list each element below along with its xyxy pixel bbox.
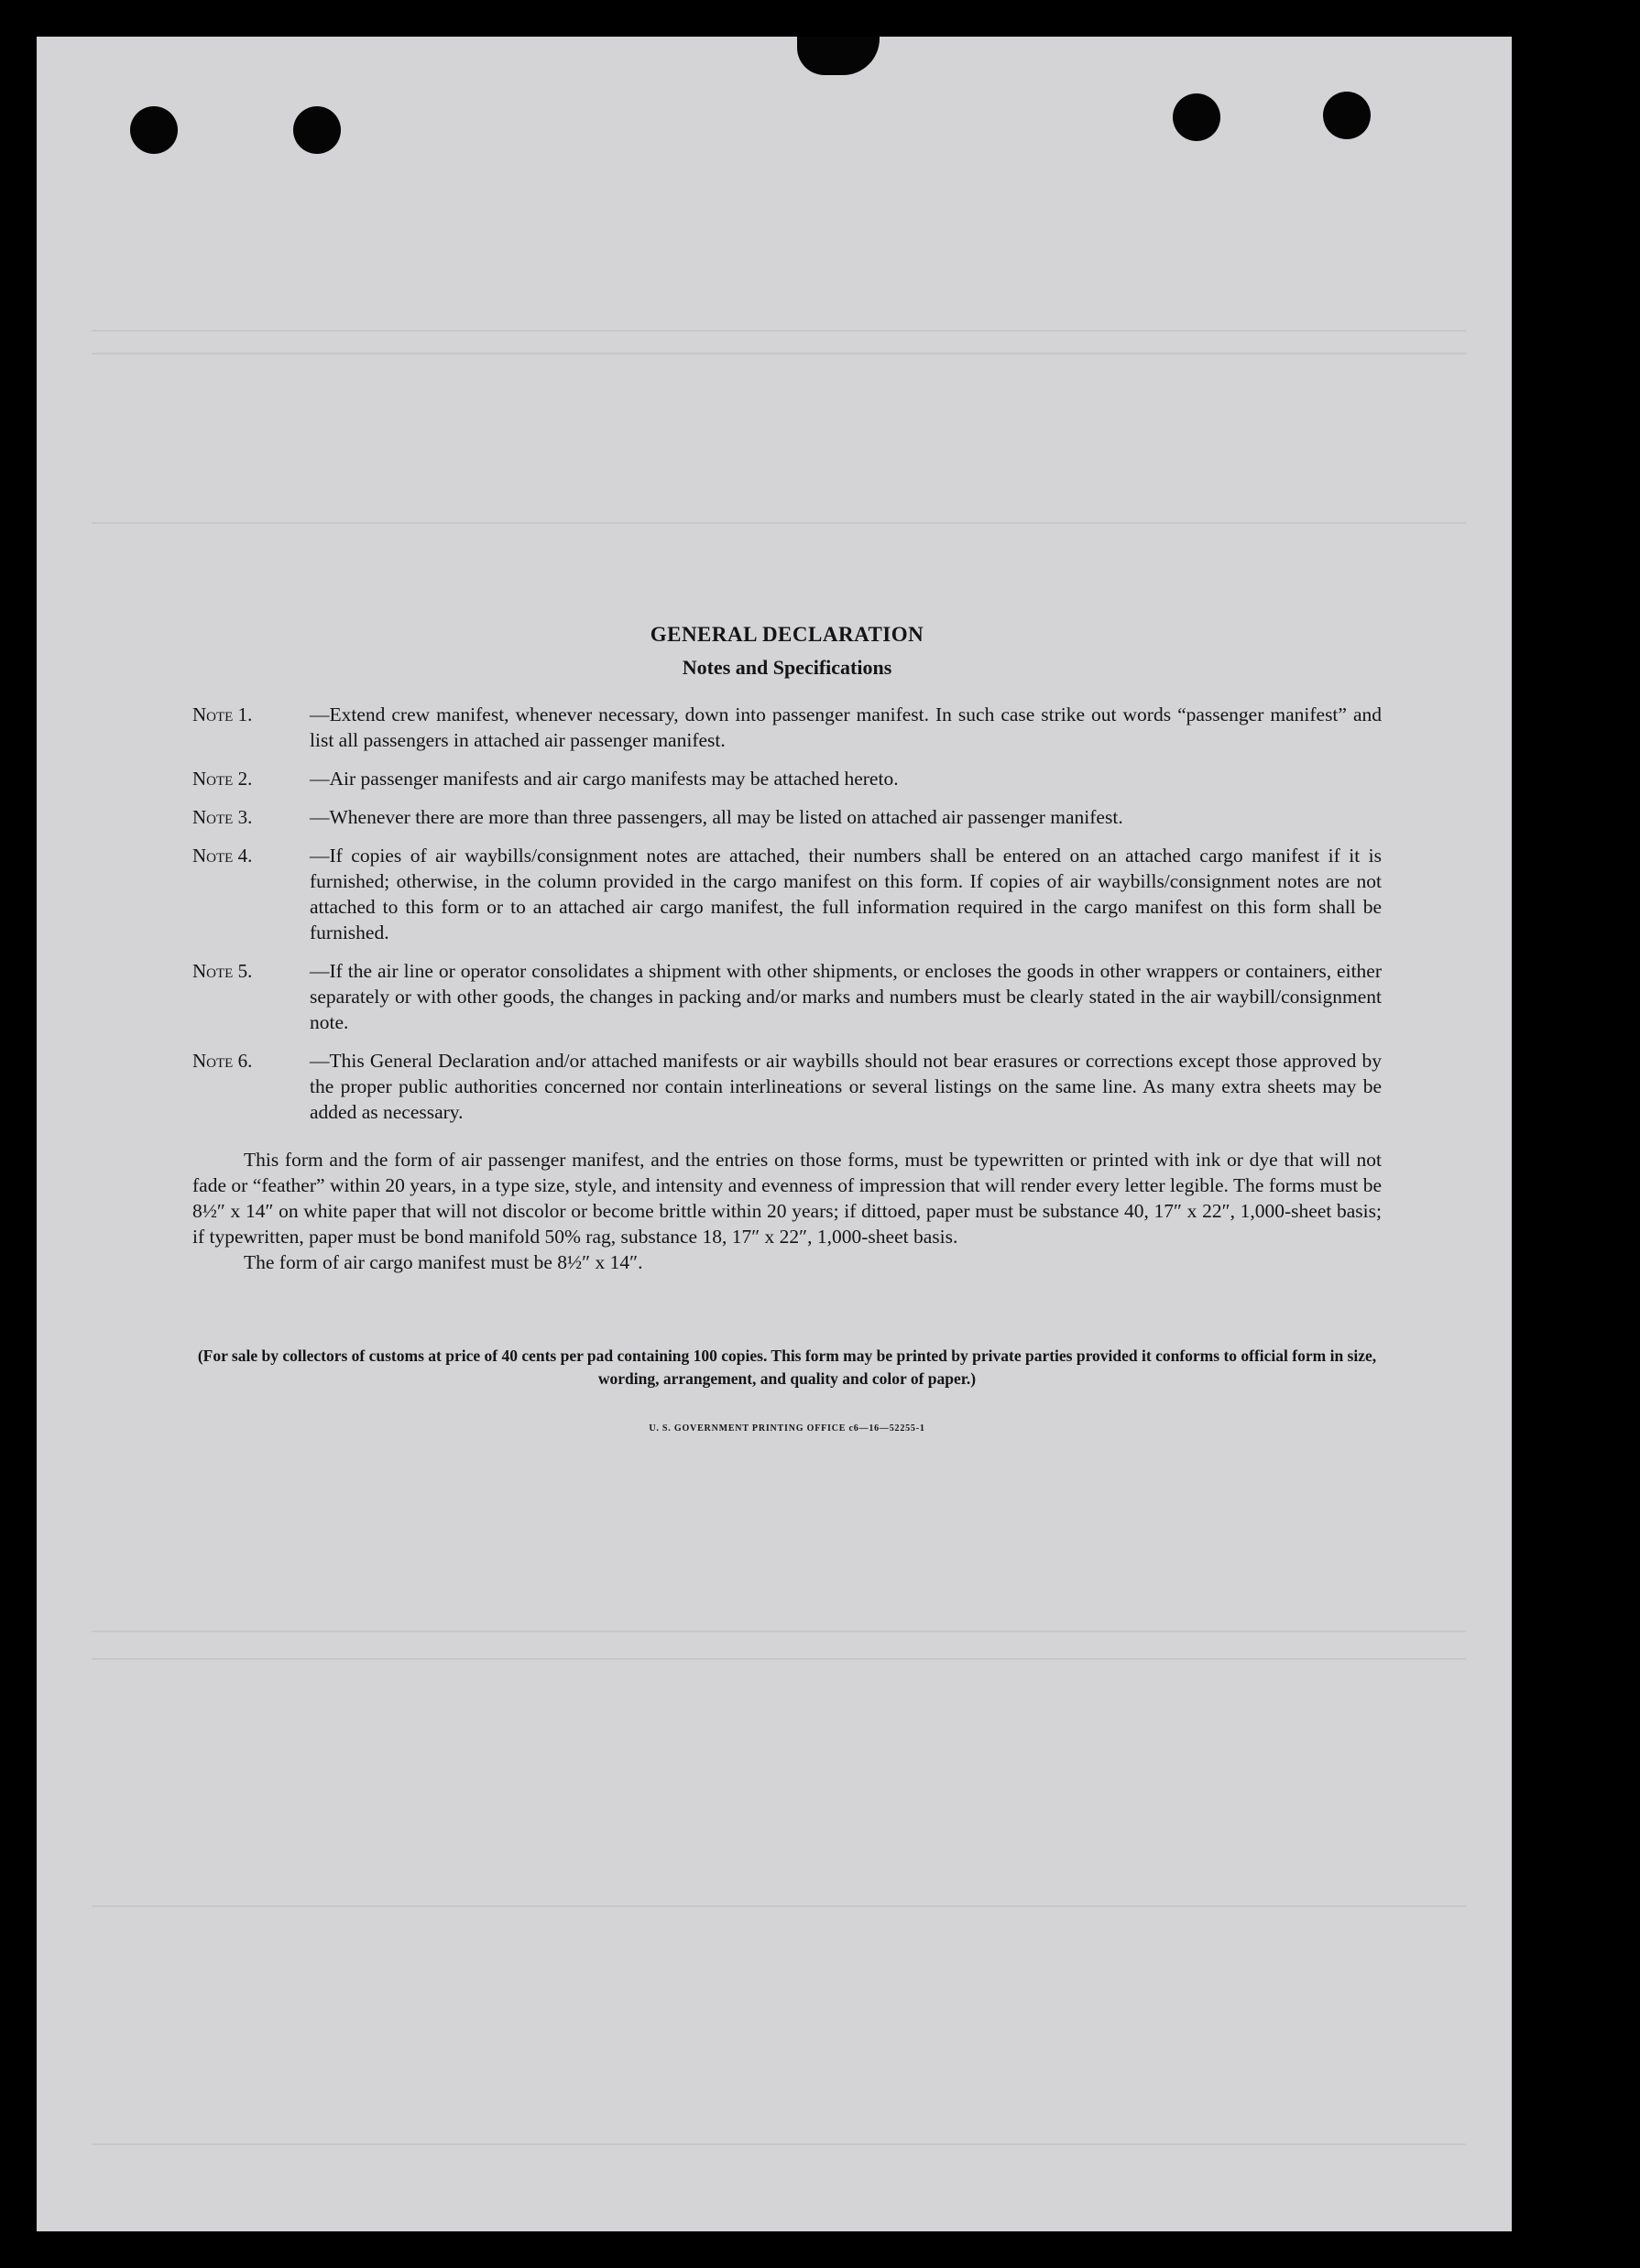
note-5 — [192, 958, 1382, 1035]
note-label: Note 4. — [192, 845, 253, 867]
note-4 — [192, 843, 1382, 945]
note-1 — [192, 702, 1382, 753]
sale-note: (For sale by collectors of customs at price of 40 cents per pad containing 100 copies. This form may be printed by private parties provided it conforms to official form in size, wording, arrangement, and quality and color of paper.) — [197, 1347, 1377, 1388]
page-title: GENERAL DECLARATION — [650, 623, 924, 646]
ghost-rule — [92, 522, 1466, 524]
ghost-rule — [92, 2143, 1466, 2145]
note-label: Note 2. — [192, 768, 253, 790]
note-text: —Extend crew manifest, whenever necessary, down into passenger manifest. In such case strike out words “passenger manifest” and list all passengers in attached air passenger manifest. — [310, 703, 1382, 751]
ghost-rule — [92, 1658, 1466, 1660]
torn-notch — [797, 37, 880, 75]
note-label: Note 3. — [192, 806, 253, 828]
note-text: —This General Declaration and/or attached manifests or air waybills should not bear erasures or corrections except those approved by the proper public authorities concerned nor contain interlineations or several listings on the same line. As many extra sheets may be added as necessary. — [310, 1050, 1382, 1123]
punch-hole — [293, 106, 341, 154]
note-3 — [192, 804, 1382, 830]
printer-imprint: U. S. GOVERNMENT PRINTING OFFICE c6—16—52255-1 — [649, 1423, 925, 1434]
document-page — [37, 37, 1512, 2231]
ghost-rule — [92, 353, 1466, 354]
page-subtitle: Notes and Specifications — [682, 656, 892, 679]
declaration-notes — [192, 623, 1382, 1434]
ghost-rule — [92, 1630, 1466, 1632]
note-text: —Air passenger manifests and air cargo manifests may be attached hereto. — [310, 768, 899, 790]
note-text: —If copies of air waybills/consignment notes are attached, their numbers shall be entered on an attached cargo manifest if it is furnished; otherwise, in the column provided in the cargo manifest on this form. If copies of air waybills/consignment notes are not attached to this form or to an attached air cargo manifest, the full information required in the cargo manifest on this form shall be furnished. — [310, 845, 1382, 943]
note-text: —Whenever there are more than three passengers, all may be listed on attached air passenger manifest. — [310, 806, 1123, 828]
cargo-manifest-size: The form of air cargo manifest must be 8½″ x 14″. — [244, 1251, 643, 1273]
note-6 — [192, 1048, 1382, 1125]
specification-paragraph: This form and the form of air passenger manifest, and the entries on those forms, must be typewritten or printed with ink or dye that will not fade or “feather” within 20 years, in a type size, style, and intensity and evenness of impression that will render every letter legible. The forms must be 8½″ x 14″ on white paper that will not discolor or become brittle within 20 years; if dittoed, paper must be substance 40, 17″ x 22″, 1,000-sheet basis; if typewritten, paper must be bond manifold 50% rag, substance 18, 17″ x 22″, 1,000-sheet basis. — [192, 1149, 1382, 1248]
note-2 — [192, 766, 1382, 791]
ghost-rule — [92, 330, 1466, 332]
note-text: —If the air line or operator consolidates a shipment with other shipments, or encloses the goods in other wrappers or containers, either separately or with other goods, the changes in packing and/or marks and numbers must be clearly stated in the air waybill/consignment note. — [310, 960, 1382, 1033]
ghost-rule — [92, 1905, 1466, 1907]
note-label: Note 1. — [192, 703, 253, 725]
punch-hole — [1173, 93, 1220, 141]
note-label: Note 6. — [192, 1050, 253, 1072]
punch-hole — [130, 106, 178, 154]
punch-hole — [1323, 92, 1371, 139]
note-label: Note 5. — [192, 960, 253, 982]
